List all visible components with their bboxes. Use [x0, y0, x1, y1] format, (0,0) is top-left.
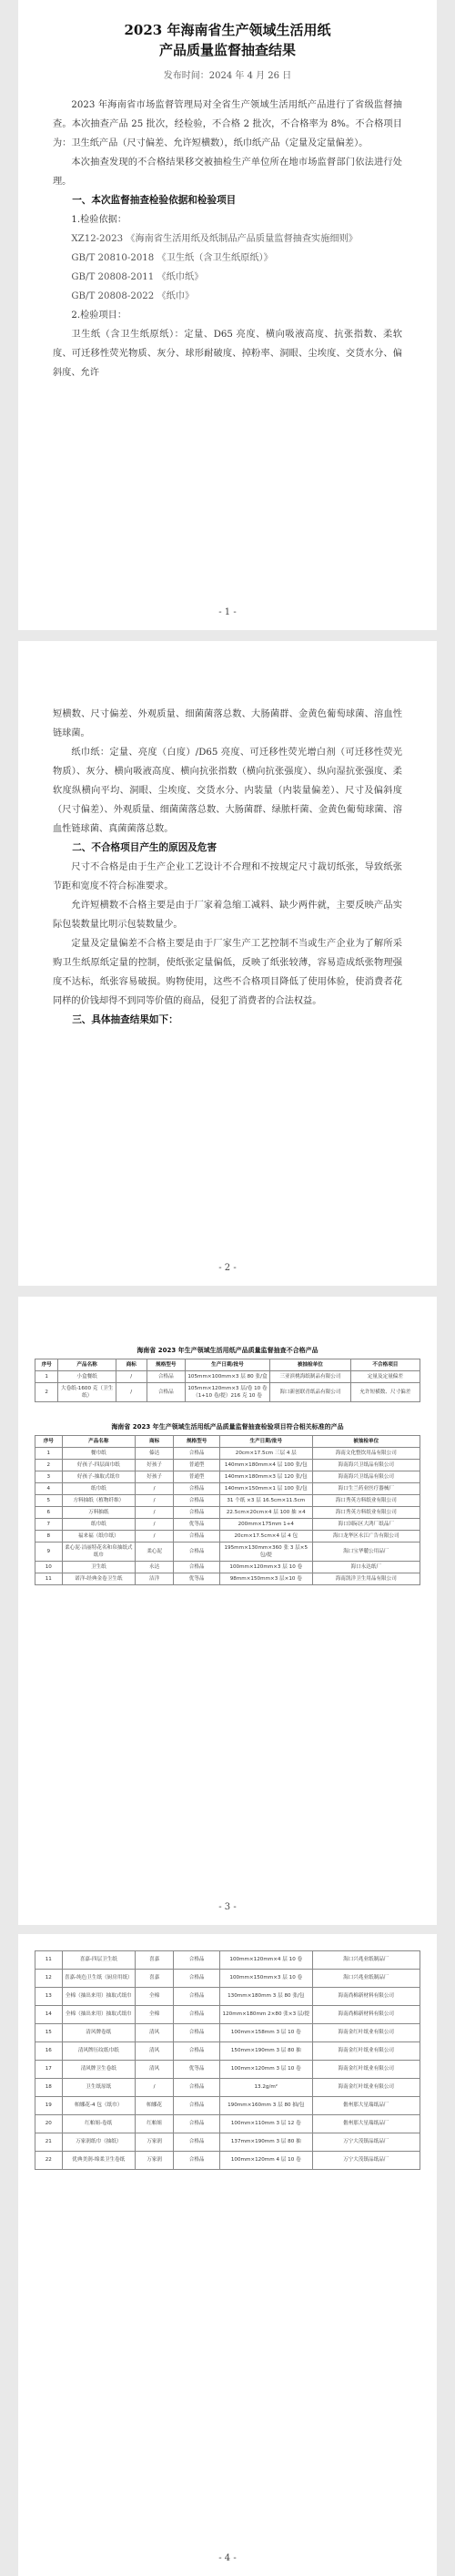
table-cell: 三亚滨桃海纸制品有限公司 [269, 1371, 350, 1383]
table-cell: 海南尚棉新材料有限公司 [312, 1988, 420, 2006]
table-row [35, 1573, 420, 1585]
table-cell: 海口生兰药业医疗器械厂 [312, 1483, 420, 1495]
table-row [35, 1383, 420, 1402]
table-cell: 31 个纸 ×3 层 16.5cm×11.5cm [220, 1495, 313, 1507]
basis-item: GB/T 20808-2011 《纸巾纸》 [71, 272, 204, 282]
table-cell: 柔心泥 [135, 1543, 173, 1562]
table-cell: 万家润 [135, 2133, 173, 2152]
table-row [35, 1507, 420, 1519]
table-cell: 海南金红叶纸业有限公司 [312, 2024, 420, 2042]
page-number: - 4 - [218, 2553, 237, 2563]
items-label: 2.检验项目： [71, 311, 127, 321]
table-cell: 合格品 [174, 1970, 220, 1988]
table-cell: 合格品 [174, 1483, 220, 1495]
table-cell: 137mm×190mm 3 层 80 抽 [220, 2133, 313, 2152]
unqualified-products-table [35, 1359, 420, 1402]
table-cell: 海口秀英方料纸业有限公司 [312, 1507, 420, 1519]
table-header-cell: 商标 [116, 1359, 147, 1371]
page-3 [18, 1297, 437, 1925]
table-cell: 140mm×150mm×1 层 100 张/包 [220, 1483, 313, 1495]
basis-item: GB/T 20808-2022 《纸巾》 [71, 291, 195, 301]
table-cell: 190mm×160mm 3 层 80 抽/包 [220, 2097, 313, 2115]
table-cell: 好孩子 [135, 1460, 173, 1471]
table-cell: 全棉 [135, 2006, 173, 2024]
table-cell: 5 [35, 1495, 63, 1507]
table-cell: 合格品 [174, 1531, 220, 1543]
table-cell: 海口兴兆业纸制品厂 [312, 1951, 420, 1970]
table-row [35, 1371, 420, 1383]
table-cell: 合格品 [174, 2006, 220, 2024]
table-cell: 1 [35, 1371, 58, 1383]
table-cell: 普通型 [174, 1471, 220, 1483]
table-cell: 100mm×158mm 3 层 10 卷 [220, 2024, 313, 2042]
intro-paragraph: 2023 年海南省市场监督管理局对全省生产领域生活用纸产品进行了省级监督抽查。本次抽查产品 25 批次，经检验，不合格 2 批次，不合格率为 8%。不合格项目为：卫生纸产品（尺寸偏差、允许短横数），纸巾纸产品（定量及定量偏差）。 [53, 100, 402, 148]
table-cell: 7 [35, 1519, 63, 1531]
table-cell: 万料抽纸 [62, 1507, 135, 1519]
table-cell: 喜嘉-纯色卫生纸（厨房用纸） [62, 1970, 135, 1988]
table-cell: 100mm×120mm 4 层 10 卷 [220, 2152, 313, 2170]
table-cell: 21 [35, 2133, 63, 2152]
table-cell: / [135, 1495, 173, 1507]
table-cell: 清风牌卫生卷纸 [62, 2061, 135, 2079]
table-cell: 优等品 [174, 1573, 220, 1585]
table-cell: 海口永达纸厂 [312, 1562, 420, 1573]
table-row [35, 1988, 420, 2006]
table-header-cell: 被抽检单位 [269, 1359, 350, 1371]
table-cell: / [135, 1531, 173, 1543]
basis-item: XZ12-2023 《海南省生活用纸及纸制品产品质量监督抽查实施细则》 [71, 234, 358, 244]
table-cell: 优等品 [174, 1519, 220, 1531]
table-cell: 105mm×120mm×3 层/卷 10 卷（1+10 卷/提）216 克 10 卷 [185, 1383, 269, 1402]
table-cell: 合格品 [174, 2133, 220, 2152]
table-cell: 优等品 [174, 2061, 220, 2079]
table-cell: 海口国际区大鸿厂纸品厂 [312, 1519, 420, 1531]
basis-label: 1.检验依据： [71, 215, 127, 225]
table-header-cell: 规格型号 [147, 1359, 185, 1371]
table-cell: 105mm×100mm×3 层 80 张/盒 [185, 1371, 269, 1383]
table-cell: / [116, 1371, 147, 1383]
table-cell: 120mm×180mm 2×80 张×3 层/提 [220, 2006, 313, 2024]
table-cell: 合格品 [174, 2097, 220, 2115]
table-cell: 150mm×190mm 3 层 80 抽 [220, 2042, 313, 2061]
publish-time: 发布时间：2024 年 4 月 26 日 [163, 71, 292, 81]
table-header-cell: 序号 [35, 1359, 58, 1371]
table-cell: 卫生纸原纸 [62, 2079, 135, 2097]
table-cell: 22.5cm×20cm×4 层 100 抽 ×4 [220, 1507, 313, 1519]
table-cell: 海口新创联青纸品有限公司 [269, 1383, 350, 1402]
table-cell: / [135, 1507, 173, 1519]
table-header-cell: 生产日期/批号 [185, 1359, 269, 1371]
table-cell: 清风 [135, 2061, 173, 2079]
table-cell: 17 [35, 2061, 63, 2079]
table-cell: 纸巾纸 [62, 1483, 135, 1495]
table-cell: 定量及定量偏差 [350, 1371, 420, 1383]
page-number: - 2 - [218, 1263, 237, 1273]
table-cell: 合格品 [174, 1951, 220, 1970]
table-cell: 清风 [135, 2042, 173, 2061]
table-cell: 万宁大茂镇品纸品厂 [312, 2152, 420, 2170]
table-cell: 海南文化整饮用品有限公司 [312, 1448, 420, 1460]
table-row [35, 1543, 420, 1562]
section-heading-3: 三、具体抽查结果如下： [72, 1014, 178, 1025]
table-cell: 合格品 [174, 1562, 220, 1573]
table-cell: 海南海兴卫纸品有限公司 [312, 1471, 420, 1483]
table-row [35, 1448, 420, 1460]
table-row [35, 1970, 420, 1988]
table-header-cell: 序号 [35, 1436, 63, 1448]
table-cell: 海南金红叶纸业有限公司 [312, 2061, 420, 2079]
cause-paragraph: 尺寸不合格是由于生产企业工艺设计不合理和不按规定尺寸裁切纸张，导致纸张节距和宽度不符合标准要求。 [53, 862, 402, 891]
table-cell: 清风牌卷纸 [62, 2024, 135, 2042]
page-number: - 3 - [218, 1902, 237, 1912]
document-title-line-2: 产品质量监督抽查结果 [158, 42, 296, 58]
table-cell: 合格品 [147, 1371, 185, 1383]
table-cell: 好孩子-四层面巾纸 [62, 1460, 135, 1471]
table-cell: 4 [35, 1483, 63, 1495]
document-title-line-1: 2023 年海南省生产领域生活用纸 [124, 22, 331, 38]
table-cell: 3 [35, 1471, 63, 1483]
table-header-cell: 产品名称 [62, 1436, 135, 1448]
table-cell: 全棉 [135, 1988, 173, 2006]
table-cell: / [135, 1483, 173, 1495]
table-row [35, 1951, 420, 1970]
table-header-cell: 商标 [135, 1436, 173, 1448]
table-cell: 小盒餐纸 [58, 1371, 116, 1383]
table-cell: 纸巾纸 [62, 1519, 135, 1531]
table-cell: 大卷纸-1600 克（卫生纸） [58, 1383, 116, 1402]
table-cell: 100mm×110mm 3 层 12 卷 [220, 2115, 313, 2133]
table-cell: 海南金红叶纸业有限公司 [312, 2042, 420, 2061]
table-cell: 卫生纸 [62, 1562, 135, 1573]
table-cell: 全棉（抽出来用）抽取式纸巾 [62, 1988, 135, 2006]
table-cell: 98mm×150mm×3 层×10 卷 [220, 1573, 313, 1585]
table-header-cell: 规格型号 [174, 1436, 220, 1448]
table-row [35, 2079, 420, 2097]
table-cell: 13.2g/m² [220, 2079, 313, 2097]
page-1 [18, 0, 437, 630]
table-cell: 海南海兴卫纸品有限公司 [312, 1460, 420, 1471]
table-cell: 合格品 [174, 2152, 220, 2170]
table-cell: 12 [35, 1970, 63, 1988]
table-row [35, 2097, 420, 2115]
table-cell: 允许短横数、尺寸偏差 [350, 1383, 420, 1402]
table-cell: 16 [35, 2042, 63, 2061]
table-cell: 喜嘉 [135, 1951, 173, 1970]
table-row [35, 2133, 420, 2152]
page-4 [18, 1934, 437, 2576]
table-cell: 合格品 [174, 2042, 220, 2061]
table-cell: 洁洋 [135, 1573, 173, 1585]
qualified-products-table [35, 1435, 420, 1585]
table-cell: 合格品 [174, 2024, 220, 2042]
table-cell: 合格品 [174, 2079, 220, 2097]
table-cell: 合格品 [174, 2115, 220, 2133]
table-cell: 儋州那大星瑞纸品厂 [312, 2115, 420, 2133]
table-1-caption: 海南省 2023 年生产领域生活用纸产品质量监督抽查不合格产品 [136, 1347, 318, 1354]
table-cell: 140mm×180mm×3 层 120 张/包 [220, 1471, 313, 1483]
table-cell: 合格品 [174, 1448, 220, 1460]
table-row [35, 1471, 420, 1483]
table-cell: 20cm×17.5cm 三层 4 层 [220, 1448, 313, 1460]
table-row [35, 1562, 420, 1573]
table-header-cell: 被抽检单位 [312, 1436, 420, 1448]
table-cell: 喜嘉 [135, 1970, 173, 1988]
table-2-caption: 海南省 2023 年生产领域生活用纸产品质量监督抽查检验项目符合相关标准的产品 [111, 1423, 344, 1431]
qualified-products-table-continued [35, 1950, 420, 2170]
table-cell: 20cm×17.5cm×4 层 4 包 [220, 1531, 313, 1543]
table-cell: 清风牌压纹纸巾纸 [62, 2042, 135, 2061]
table-row [35, 1519, 420, 1531]
table-header-cell: 生产日期/批号 [220, 1436, 313, 1448]
table-cell: 万宁大茂镇品纸品厂 [312, 2133, 420, 2152]
table-row [35, 2115, 420, 2133]
table-cell: 合格品 [147, 1383, 185, 1402]
table-cell: 11 [35, 1573, 63, 1585]
table-cell: 帕娜花-4 包（纸巾） [62, 2097, 135, 2115]
table-cell: 合格品 [174, 1543, 220, 1562]
table-cell: 195mm×130mm×360 张 3 层×5 包/提 [220, 1543, 313, 1562]
intro-paragraph-2: 本次抽查发现的不合格结果移交被抽检生产单位所在地市场监督部门依法进行处理。 [53, 158, 402, 187]
table-row [35, 2061, 420, 2079]
table-row [35, 1495, 420, 1507]
table-row [35, 1483, 420, 1495]
items-text-continued: 短横数、尺寸偏差、外观质量、细菌菌落总数、大肠菌群、金黄色葡萄球菌、溶血性链球菌。 [53, 709, 402, 738]
cause-paragraph: 允许短横数不合格主要是由于厂家着急缩工减料、缺少两件就，主要反映产品实际包装数量比明示包装数量少。 [53, 901, 402, 930]
table-cell: 9 [35, 1543, 63, 1562]
table-cell: 普通型 [174, 1460, 220, 1471]
table-cell: 200mm×175mm 1+4 [220, 1519, 313, 1531]
table-cell: 13 [35, 1988, 63, 2006]
table-cell: 好孩子-抽取式纸巾 [62, 1471, 135, 1483]
table-cell: 19 [35, 2097, 63, 2115]
table-cell: / [135, 1519, 173, 1531]
table-cell: 100mm×150mm×3 层 10 卷 [220, 1970, 313, 1988]
table-row [35, 2152, 420, 2170]
table-cell: 喜嘉-四层卫生纸 [62, 1951, 135, 1970]
items-text-napkin: 纸巾纸：定量、亮度（白度）/D65 亮度、可迁移性荧光增白剂（可迁移性荧光物质）、灰分、横向吸液高度、横向抗张指数（横向抗张强度）、纵向湿抗张强度、柔软度纵横向平均、洞眼、尘埃度、交货水分、内装量（内装量偏差）、尺寸及偏斜度（尺寸偏差）、外观质量、细菌菌落总数、大肠菌群、绿脓杆菌、金黄色葡萄球菌、溶血性链球菌、真菌菌落总数。 [53, 748, 402, 834]
table-cell: 好孩子 [135, 1471, 173, 1483]
table-cell: 优典美润-绵柔卫生卷纸 [62, 2152, 135, 2170]
table-header-cell: 不合格项目 [350, 1359, 420, 1371]
table-cell: 红帕姐 [135, 2115, 173, 2133]
table-cell: 诺洋-经典金卷卫生纸 [62, 1573, 135, 1585]
table-cell: 海南凯洋卫生用品有限公司 [312, 1573, 420, 1585]
table-row [35, 2042, 420, 2061]
table-row [35, 2024, 420, 2042]
table-cell: 100mm×120mm×4 层 10 卷 [220, 1951, 313, 1970]
table-cell: 10 [35, 1562, 63, 1573]
table-cell: 方料抽纸（植物纤维） [62, 1495, 135, 1507]
table-cell: 万家润纸巾（抽纸） [62, 2133, 135, 2152]
table-row [35, 1460, 420, 1471]
page-2 [18, 641, 437, 1286]
table-cell: 22 [35, 2152, 63, 2170]
table-cell: 清风 [135, 2024, 173, 2042]
table-cell: 海口兴兆业纸制品厂 [312, 1970, 420, 1988]
table-cell: 14 [35, 2006, 63, 2024]
table-cell: 海口宝华麓公用品厂 [312, 1543, 420, 1562]
table-cell: 傣达 [135, 1448, 173, 1460]
table-header-cell: 产品名称 [58, 1359, 116, 1371]
table-cell: 140mm×180mm×4 层 100 张/包 [220, 1460, 313, 1471]
table-cell: 1 [35, 1448, 63, 1460]
table-cell: / [135, 2079, 173, 2097]
table-cell: 100mm×120mm 3 层 10 卷 [220, 2061, 313, 2079]
table-cell: 15 [35, 2024, 63, 2042]
table-cell: 130mm×180mm 3 层 80 张/包 [220, 1988, 313, 2006]
table-cell: 柔心泥·洁丽特花名和帛抽纸式纸巾 [62, 1543, 135, 1562]
table-cell: 海口龙华区永江广告有限公司 [312, 1531, 420, 1543]
table-cell: 海南金红叶纸业有限公司 [312, 2079, 420, 2097]
table-cell: 合格品 [174, 1988, 220, 2006]
table-cell: 帕娜花 [135, 2097, 173, 2115]
cause-paragraph: 定量及定量偏差不合格主要是由于厂家生产工艺控制不当或生产企业为了解所采购卫生纸原纸定量的控制，使纸张定量偏低，反映了纸张较薄，容易造成纸张物理强度不达标，纸张容易破损。购物使用，这些不合格项目降低了使用体验，使消费者花同样的价钱却得不到同等价值的商品，侵犯了消费者的合法权益。 [53, 939, 402, 1006]
table-cell: 全棉（抽出来用）抽取式纸巾 [62, 2006, 135, 2024]
table-row [35, 2006, 420, 2024]
table-cell: 6 [35, 1507, 63, 1519]
table-cell: 18 [35, 2079, 63, 2097]
page-number: - 1 - [218, 607, 237, 617]
table-cell: 11 [35, 1951, 63, 1970]
table-cell: 合格品 [174, 1507, 220, 1519]
section-heading-2: 二、不合格项目产生的原因及危害 [72, 842, 217, 853]
table-cell: 海南尚棉新材料有限公司 [312, 2006, 420, 2024]
table-cell: 红帕姐-卷纸 [62, 2115, 135, 2133]
table-cell: / [116, 1383, 147, 1402]
items-text: 卫生纸（含卫生纸原纸）：定量、D65 亮度、横向吸液高度、抗张指数、柔软度、可迁移性荧光物质、灰分、球形耐破度、掉粉率、洞眼、尘埃度、交货水分、偏斜度、允许 [53, 330, 402, 378]
table-cell: 万家润 [135, 2152, 173, 2170]
table-cell: 2 [35, 1383, 58, 1402]
table-cell: 2 [35, 1460, 63, 1471]
table-cell: 100mm×120mm×3 层 10 卷 [220, 1562, 313, 1573]
basis-item: GB/T 20810-2018 《卫生纸（含卫生纸原纸）》 [71, 253, 273, 263]
table-row [35, 1531, 420, 1543]
section-heading-1: 一、本次监督抽查检验依据和检验项目 [72, 195, 237, 206]
table-cell: 8 [35, 1531, 63, 1543]
table-cell: 餐巾纸 [62, 1448, 135, 1460]
table-cell: 福来福（纸巾纸） [62, 1531, 135, 1543]
table-cell: 合格品 [174, 1495, 220, 1507]
table-cell: 儋州那大星瑞纸品厂 [312, 2097, 420, 2115]
table-cell: 永达 [135, 1562, 173, 1573]
table-cell: 海口秀英方料纸业有限公司 [312, 1495, 420, 1507]
table-cell: 20 [35, 2115, 63, 2133]
